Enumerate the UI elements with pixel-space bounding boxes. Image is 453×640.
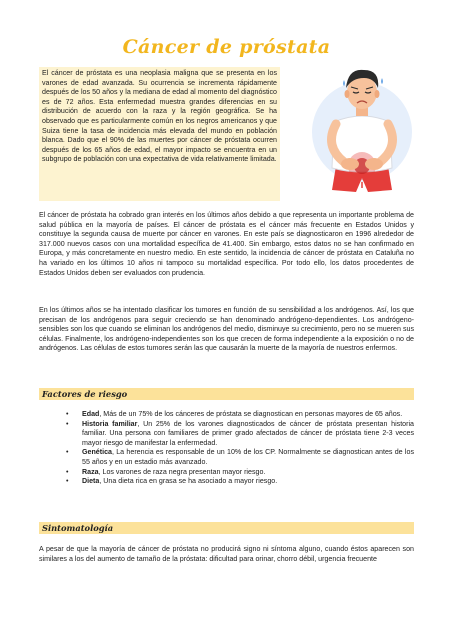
section-heading-symptoms: Sintomatología	[39, 522, 414, 534]
risk-term: Dieta	[82, 477, 100, 486]
risk-text: , Una dieta rica en grasa se ha asociado a mayor riesgo.	[99, 477, 278, 486]
list-item	[60, 410, 414, 420]
risk-term: Genética	[82, 448, 112, 457]
bullet-icon: •	[66, 419, 69, 428]
bullet-icon: •	[66, 448, 69, 457]
list-item	[60, 420, 414, 449]
man-with-pelvic-pain-icon	[306, 54, 418, 194]
risk-text: , Más de un 75% de los cánceres de próstata se diagnostican en personas mayores de 65 años.	[99, 410, 403, 418]
bullet-icon: •	[66, 410, 69, 418]
risk-text: , La herencia es responsable de un 10% de los CP. Normalmente se diagnostican antes de los 55 años y en un estadio más avanzado.	[82, 448, 414, 466]
list-item	[60, 477, 414, 487]
risk-text: , Un 25% de los varones diagnosticados de cáncer de próstata presentan historia familiar. Una persona con familiares de primer grado afectados de cáncer de próstata tiene 2-3 veces mayor riesgo de manifestar la enfermedad.	[82, 419, 414, 447]
risk-factor-list	[60, 410, 414, 487]
list-item	[60, 448, 414, 467]
risk-text: , Los varones de raza negra presentan mayor riesgo.	[98, 467, 266, 476]
paragraph-incidence: El cáncer de próstata ha cobrado gran interés en los últimos años debido a que representa un importante problema de salud pública en la mayoría de países. El cáncer de próstata es el cáncer más frecuente en Estados Unidos y constituye la segunda causa de muerte por cáncer en varones. En este país se diagnosticaron en 1996 alrededor de 317.000 nuevos casos con una mortalidad específica de 41.400. Sin embargo, estos datos no se han confirmado en Europa, y más concretamente en nuestro medio. En este sentido, la incidencia de cáncer de próstata en Cataluña no ha variado en los últimos 10 años ni tampoco su mortalidad específica. Por todo ello, los datos procedentes de Estados Unidos deben ser evaluados con prudencia.	[39, 211, 414, 277]
risk-term: Historia familiar	[82, 419, 138, 428]
bullet-icon: •	[66, 467, 69, 476]
page-title: Cáncer de próstata	[122, 36, 331, 58]
intro-box: El cáncer de próstata es una neoplasia maligna que se presenta en los varones de edad avanzada. Su ocurrencia se incrementa rápidamente después de los 50 años y la mediana de edad al momento del diagnóstico es de 72 años. Esta enfermedad muestra grandes diferencias en su distribución de acuerdo con la raza y la región geográfica. Se ha observado que es particularmente común en los negros americanos y que Suiza tiene la tasa de incidencia más elevada del mundo en población blanca. Dado que el 90% de las muertes por cáncer de próstata ocurren después de los 65 años de edad, el mayor impacto se encuentra en un subgrupo de población con una expectativa de vida relativamente limitada.	[39, 67, 280, 201]
list-item	[60, 468, 414, 478]
risk-term: Edad	[82, 410, 100, 418]
paragraph-symptoms: A pesar de que la mayoría de cáncer de próstata no producirá signo ni síntoma alguno, cuando éstos aparecen son similares a los del aumento de tamaño de la próstata: dificultad para orinar, chorro débil, urgencia frecuente	[39, 545, 414, 563]
section-heading-risk-factors: Factores de riesgo	[39, 388, 414, 400]
paragraph-androgen: En los últimos años se ha intentado clasificar los tumores en función de su sensibilidad a los andrógenos. Así, los que precisan de los andrógenos para seguir creciendo se han denominado andrógeno-dependientes. Los andrógeno-sensibles son los que cuando se eliminan los andrógenos del medio, disminuye su crecimiento, pero no se mueren sus células. Finalmente, los andrógeno-independientes son los que crecen de forma independiente a la exposición o no de andrógenos. Las células de estos tumores serán las que causarán la muerte de la mayoría de nuestros enfermos.	[39, 306, 414, 353]
risk-term: Raza	[82, 467, 99, 476]
bullet-icon: •	[66, 477, 69, 486]
